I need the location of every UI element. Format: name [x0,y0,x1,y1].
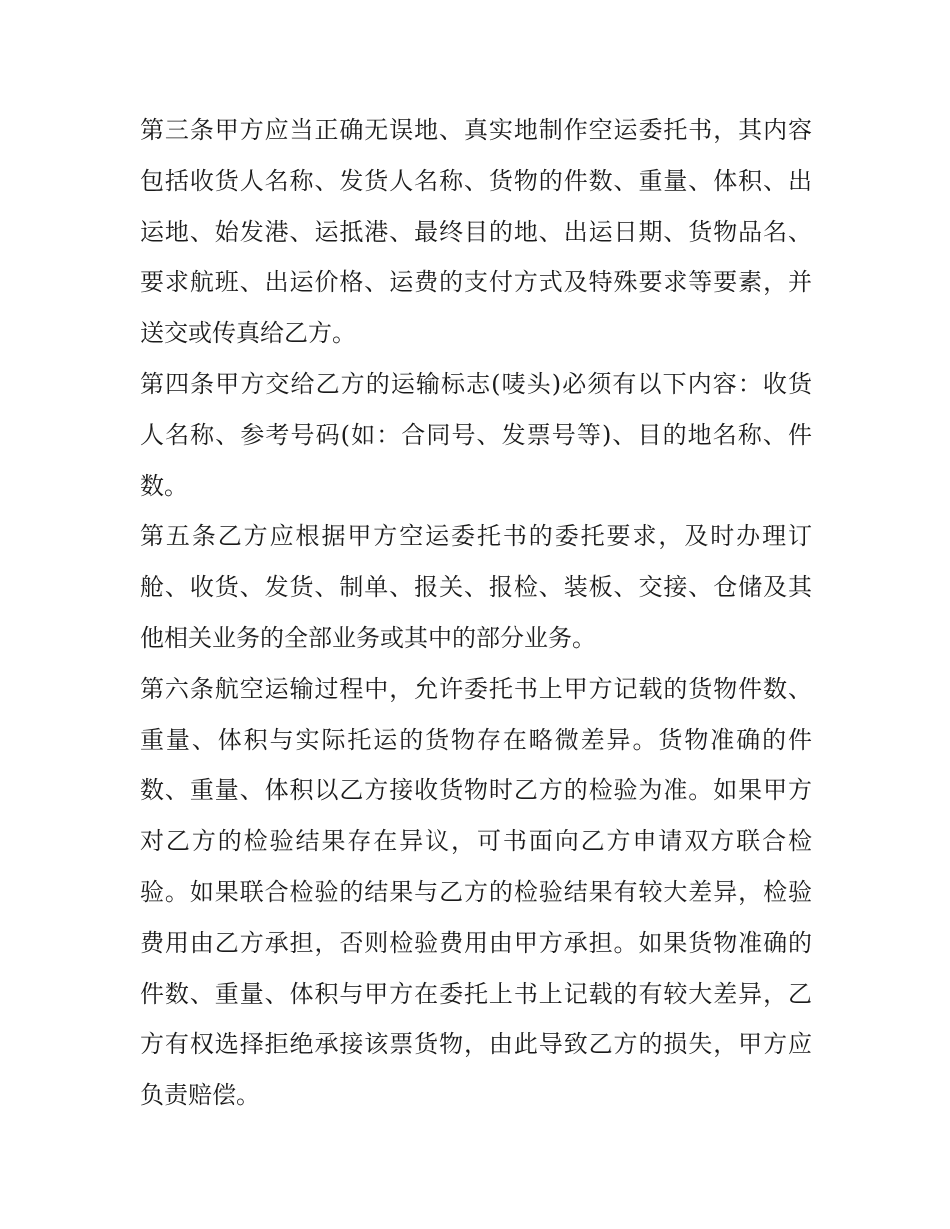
article-5-paragraph [140,511,812,663]
text-line: 人名称、参考号码(如：合同号、发票号等)、目的地名称、件 [140,420,812,449]
document-body [140,105,812,1121]
text-line: 第六条航空运输过程中，允许委托书上甲方记载的货物件数、 [140,674,812,703]
text-line: 验。如果联合检验的结果与乙方的检验结果有较大差异，检验 [140,877,812,906]
text-line: 负责赔偿。 [140,1081,260,1110]
article-3-paragraph [140,105,812,359]
text-line: 对乙方的检验结果存在异议，可书面向乙方申请双方联合检 [140,827,812,856]
text-line: 第三条甲方应当正确无误地、真实地制作空运委托书，其内容 [140,116,812,144]
text-line: 数。 [140,471,188,500]
article-4-paragraph [140,359,812,511]
text-line: 数、重量、体积以乙方接收货物时乙方的检验为准。如果甲方 [140,776,812,805]
text-line: 包括收货人名称、发货人名称、货物的件数、重量、体积、出 [140,166,812,195]
text-line: 运地、始发港、运抵港、最终目的地、出运日期、货物品名、 [140,217,812,246]
text-line: 他相关业务的全部业务或其中的部分业务。 [140,623,596,652]
text-line: 第四条甲方交给乙方的运输标志(唛头)必须有以下内容：收货 [140,369,812,398]
text-line: 送交或传真给乙方。 [140,319,356,348]
text-line: 舱、收货、发货、制单、报关、报检、装板、交接、仓储及其 [140,573,812,602]
text-line: 第五条乙方应根据甲方空运委托书的委托要求，及时办理订 [140,522,812,551]
article-6-paragraph [140,664,812,1121]
text-line: 重量、体积与实际托运的货物存在略微差异。货物准确的件 [140,725,812,754]
text-line: 要求航班、出运价格、运费的支付方式及特殊要求等要素，并 [140,268,812,297]
text-line: 方有权选择拒绝承接该票货物，由此导致乙方的损失，甲方应 [140,1030,812,1059]
text-line: 件数、重量、体积与甲方在委托上书上记载的有较大差异，乙 [140,979,812,1008]
text-line: 费用由乙方承担，否则检验费用由甲方承担。如果货物准确的 [140,928,812,957]
